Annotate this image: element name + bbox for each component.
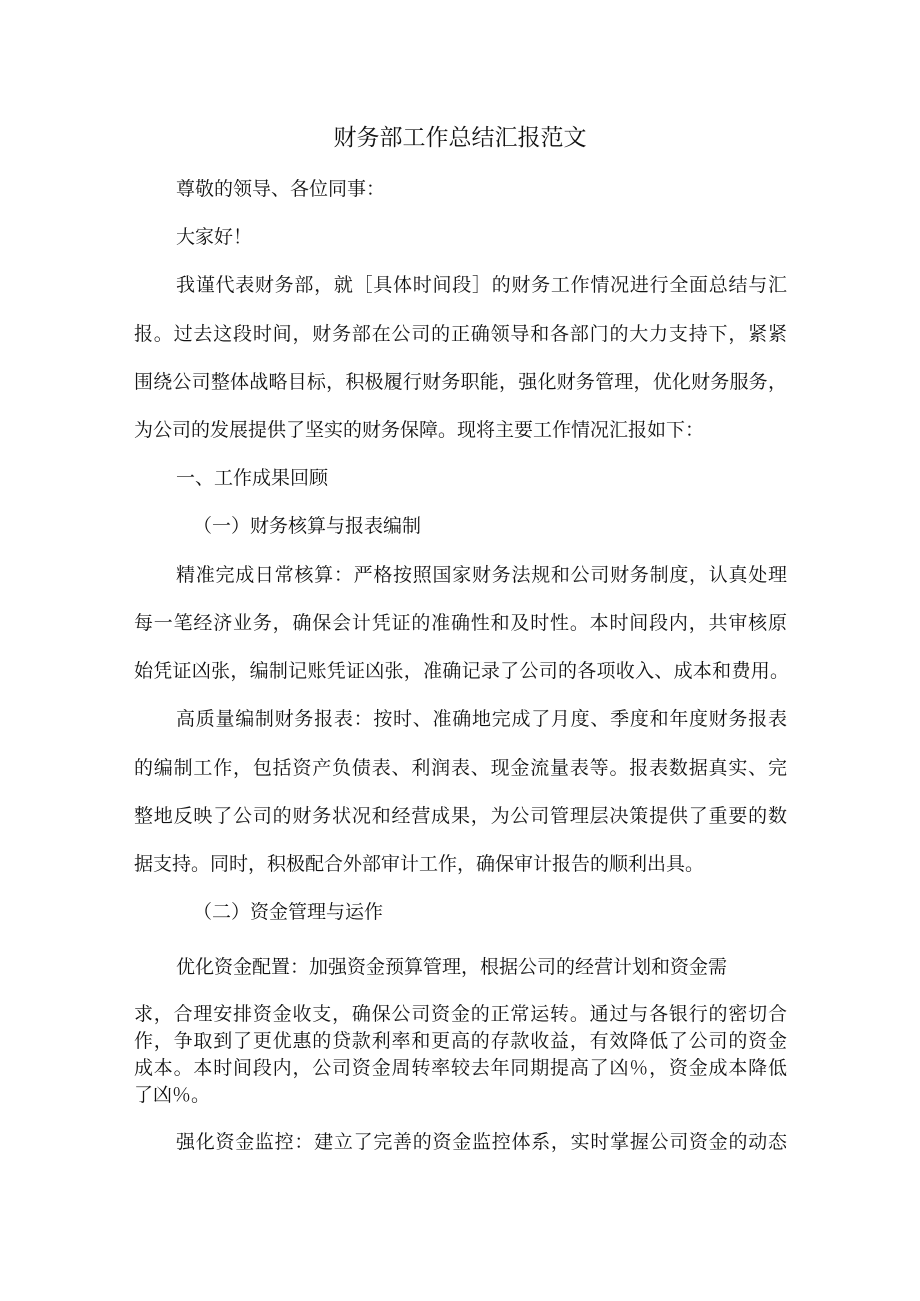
paragraph-line: 始凭证凶张，编制记账凭证凶张，准确记录了公司的各项收入、成本和费用。: [134, 660, 789, 682]
paragraph-line: 求，合理安排资金收支，确保公司资金的正常运转。通过与各银行的密切合: [134, 1003, 787, 1025]
subsection-heading: （一）财务核算与报表编制: [193, 515, 422, 537]
hello-line: 大家好！: [176, 226, 253, 248]
subsection-heading: （二）资金管理与运作: [193, 901, 384, 923]
paragraph-line: 每一笔经济业务，确保会计凭证的准确性和及时性。本时间段内，共审核原: [134, 612, 787, 634]
paragraph-line: 强化资金监控：建立了完善的资金监控体系，实时掌握公司资金的动态: [176, 1131, 787, 1153]
document-title: 财务部工作总结汇报范文: [333, 125, 587, 151]
paragraph-line: 整地反映了公司的财务状况和经营成果，为公司管理层决策提供了重要的数: [134, 805, 787, 827]
paragraph-line: 围绕公司整体战略目标，积极履行财务职能，强化财务管理，优化财务服务，: [134, 371, 787, 393]
paragraph-line: 了凶％。: [134, 1084, 211, 1106]
paragraph-line: 据支持。同时，积极配合外部审计工作，确保审计报告的顺利出具。: [134, 853, 705, 875]
paragraph-line: 的编制工作，包括资产负债表、利润表、现金流量表等。报表数据真实、完: [134, 757, 787, 779]
section-heading: 一、工作成果回顾: [176, 467, 329, 489]
paragraph-line: 高质量编制财务报表：按时、准确地完成了月度、季度和年度财务报表: [176, 708, 787, 730]
greeting: 尊敬的领导、各位同事：: [176, 178, 386, 200]
paragraph-line: 报。过去这段时间，财务部在公司的正确领导和各部门的大力支持下，紧紧: [134, 323, 787, 345]
paragraph-line: 成本。本时间段内，公司资金周转率较去年同期提高了凶％，资金成本降低: [134, 1057, 787, 1079]
paragraph-line: 作，争取到了更优惠的贷款利率和更高的存款收益，有效降低了公司的资金: [134, 1030, 787, 1052]
paragraph-line: 精准完成日常核算：严格按照国家财务法规和公司财务制度，认真处理: [176, 564, 787, 586]
paragraph-line: 为公司的发展提供了坚实的财务保障。现将主要工作情况汇报如下：: [134, 419, 705, 441]
paragraph-line: 我谨代表财务部，就［具体时间段］的财务工作情况进行全面总结与汇: [176, 274, 787, 296]
paragraph-line: 优化资金配置：加强资金预算管理，根据公司的经营计划和资金需: [176, 956, 728, 978]
